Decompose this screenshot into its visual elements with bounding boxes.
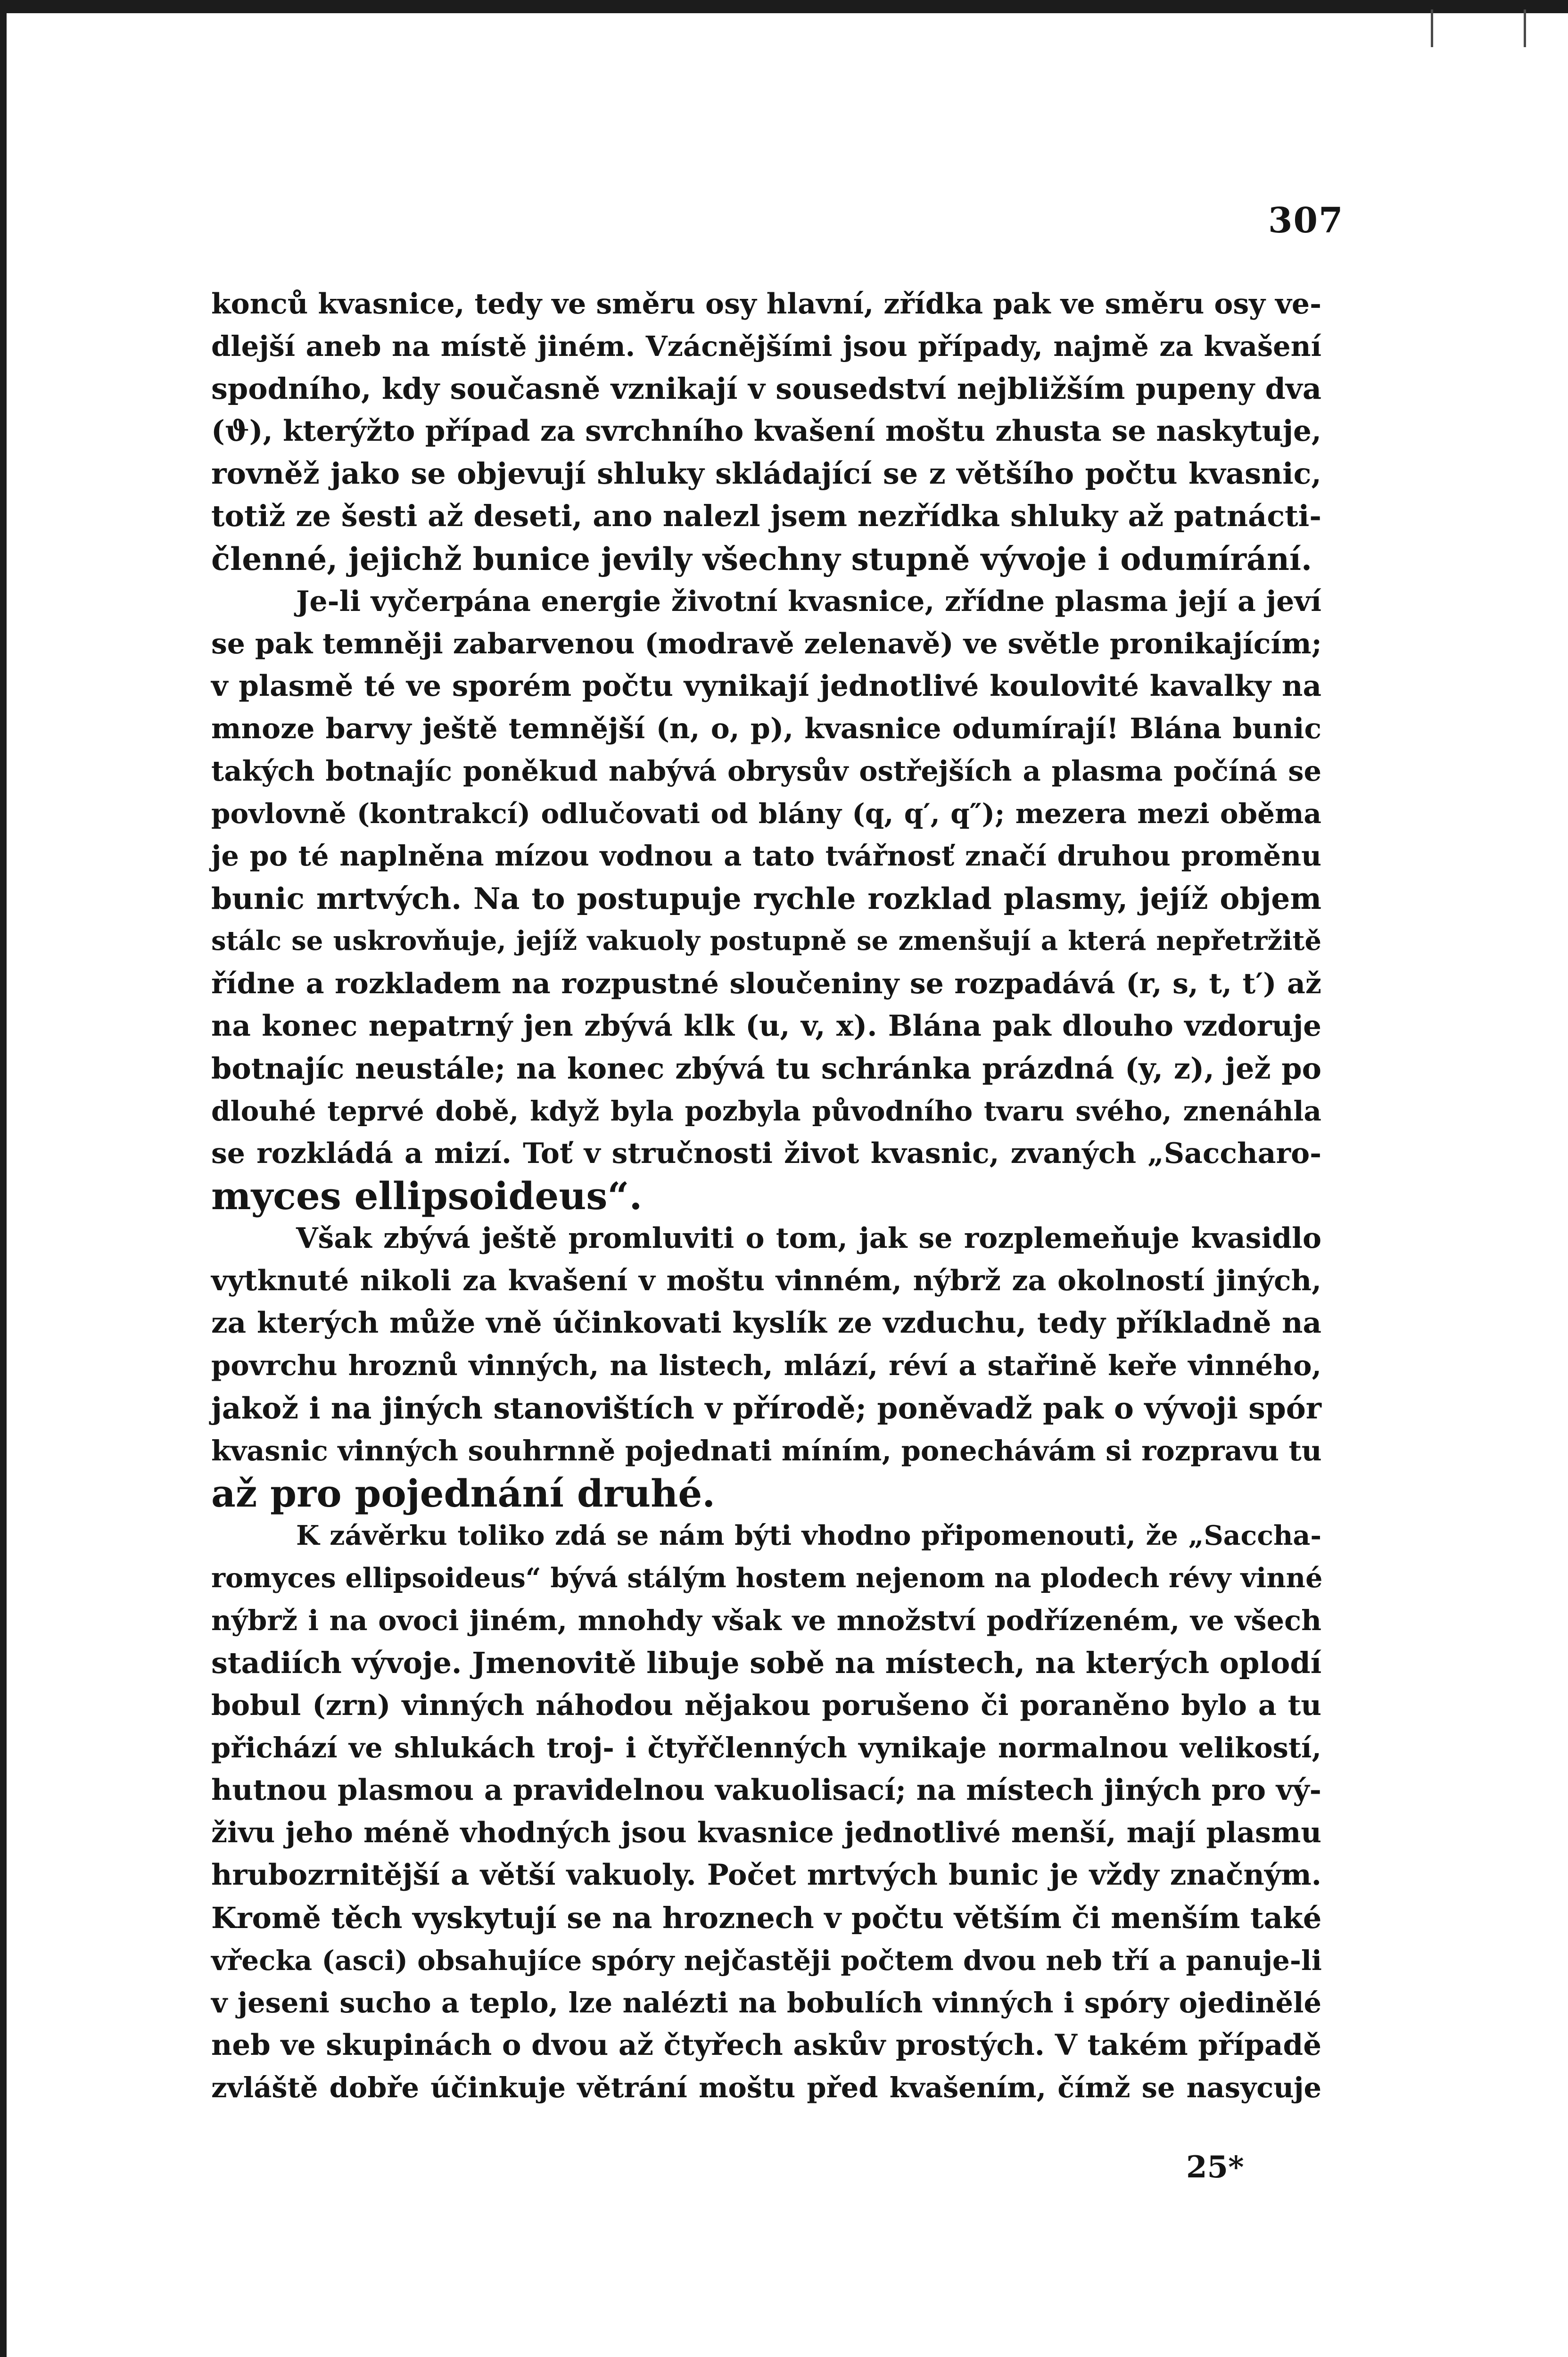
- scan-mark-right-a: [1431, 9, 1433, 47]
- text-line: hrubozrnitější a větší vakuoly. Počet mrtvých bunic je vždy značným.: [211, 1858, 1321, 1892]
- text-line: Však zbývá ještě promluviti o tom, jak se rozplemeňuje kvasidlo: [296, 1222, 1321, 1255]
- text-line: (ϑ), kterýžto případ za svrchního kvašení moštu zhusta se naskytuje,: [211, 414, 1321, 448]
- text-line: vřecka (asci) obsahujíce spóry nejčastěji počtem dvou neb tří a panuje-li: [211, 1944, 1322, 1977]
- scan-border-left: [0, 0, 7, 2357]
- text-line: zvláště dobře účinkuje větrání moštu před kvašením, čímž se nasycuje: [211, 2071, 1321, 2104]
- text-line: spodního, kdy současně vznikají v sousedství nejbližším pupeny dva: [211, 371, 1321, 406]
- text-line: dlouhé teprvé době, když byla pozbyla původního tvaru svého, znenáhla: [211, 1095, 1321, 1127]
- text-line: povrchu hroznů vinných, na listech, mlází, réví a stařině keře vinného,: [211, 1349, 1321, 1382]
- text-line: živu jeho méně vhodných jsou kvasnice jednotlivé menší, mají plasmu: [211, 1816, 1321, 1850]
- page-number: 307: [1268, 200, 1344, 241]
- text-line: stálc se uskrovňuje, jejíž vakuoly postupně se zmenšují a která nepřetržitě: [211, 925, 1321, 957]
- text-line: Kromě těch vyskytují se na hroznech v počtu větším či menším také: [211, 1900, 1322, 1935]
- text-line: vytknuté nikoli za kvašení v moštu vinném, nýbrž za okolností jiných,: [211, 1264, 1321, 1298]
- body-text: [211, 283, 1321, 2109]
- text-line: se pak temněji zabarvenou (modravě zelenavě) ve světle pronikajícím;: [211, 627, 1322, 660]
- text-line: botnajíc neustále; na konec zbývá tu schránka prázdná (y, z), jež po: [211, 1051, 1321, 1086]
- text-line: hutnou plasmou a pravidelnou vakuolisací; na místech jiných pro vý-: [211, 1773, 1321, 1807]
- text-line: je po té naplněna mízou vodnou a tato tvářnosť značí druhou proměnu: [211, 840, 1321, 873]
- text-line: mnoze barvy ještě temnější (n, o, p), kvasnice odumírají! Blána bunic: [211, 712, 1321, 745]
- text-line: až pro pojednání druhé.: [211, 1471, 716, 1516]
- text-line: konců kvasnice, tedy ve směru osy hlavní, zřídka pak ve směru osy ve-: [211, 288, 1321, 321]
- text-line: kvasnic vinných souhrnně pojednati míním, ponechávám si rozpravu tu: [211, 1434, 1322, 1467]
- text-line: v jeseni sucho a teplo, lze nalézti na bobulích vinných i spóry ojedinělé: [211, 1986, 1321, 2019]
- text-line: K závěrku toliko zdá se nám býti vhodno připomenouti, že „Saccha-: [296, 1519, 1321, 1551]
- text-line: neb ve skupinách o dvou až čtyřech askův prostých. V takém případě: [211, 2028, 1321, 2062]
- text-line: takých botnajíc poněkud nabývá obrysův ostřejších a plasma počíná se: [211, 755, 1321, 788]
- text-line: povlovně (kontrakcí) odlučovati od blány (q, q′, q″); mezera mezi oběma: [211, 798, 1321, 830]
- text-line: myces ellipsoideus“.: [211, 1173, 643, 1218]
- text-line: nýbrž i na ovoci jiném, mnohdy však ve množství podřízeném, ve všech: [211, 1604, 1321, 1637]
- signature-mark: 25*: [1186, 2150, 1244, 2185]
- text-line: členné, jejichž bunice jevily všechny stupně vývoje i odumírání.: [211, 540, 1312, 577]
- text-line: stadiích vývoje. Jmenovitě libuje sobě na místech, na kterých oplodí: [211, 1646, 1322, 1680]
- scan-border-top: [0, 0, 1568, 13]
- text-line: totiž ze šesti až deseti, ano nalezl jsem nezřídka shluky až patnácti-: [211, 499, 1321, 534]
- text-line: za kterých může vně účinkovati kyslík ze vzduchu, tedy příkladně na: [211, 1306, 1321, 1340]
- text-line: dlejší aneb na místě jiném. Vzácnějšími jsou případy, najmě za kvašení: [211, 330, 1321, 363]
- text-line: řídne a rozkladem na rozpustné sloučeniny se rozpadává (r, s, t, t′) až: [211, 967, 1321, 1000]
- text-line: přichází ve shlukách troj- i čtyřčlenných vynikaje normalnou velikostí,: [211, 1731, 1321, 1764]
- scan-mark-right-b: [1524, 9, 1526, 47]
- text-line: se rozkládá a mizí. Toť v stručnosti život kvasnic, zvaných „Saccharo-: [211, 1137, 1321, 1170]
- text-line: bunic mrtvých. Na to postupuje rychle rozklad plasmy, jejíž objem: [211, 881, 1321, 916]
- text-line: romyces ellipsoideus“ bývá stálým hostem nejenom na plodech révy vinné: [211, 1562, 1323, 1594]
- text-line: Je-li vyčerpána energie životní kvasnice, zřídne plasma její a jeví: [296, 585, 1321, 618]
- text-line: na konec nepatrný jen zbývá klk (u, v, x). Blána pak dlouho vzdoruje: [211, 1009, 1321, 1043]
- text-line: rovněž jako se objevují shluky skládající se z většího počtu kvasnic,: [211, 456, 1321, 491]
- text-line: jakož i na jiných stanovištích v přírodě; poněvadž pak o vývoji spór: [211, 1391, 1321, 1426]
- text-line: v plasmě té ve sporém počtu vynikají jednotlivé koulovité kavalky na: [211, 669, 1321, 703]
- text-line: bobul (zrn) vinných náhodou nějakou porušeno či poraněno bylo a tu: [211, 1689, 1321, 1722]
